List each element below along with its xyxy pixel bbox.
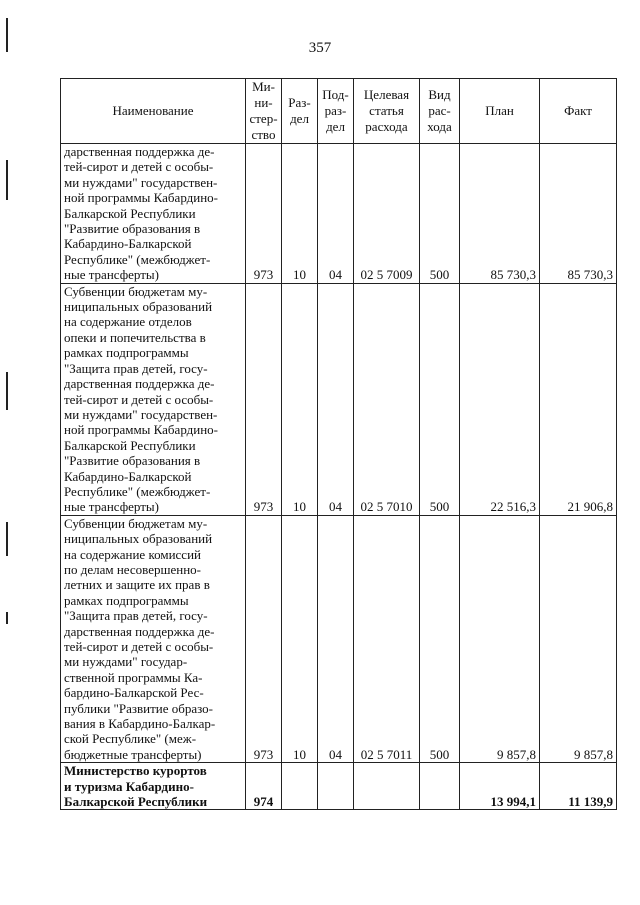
scan-margin-mark (6, 612, 8, 624)
row-expense-type: 500 (420, 144, 460, 284)
row-subsection: 04 (318, 144, 354, 284)
row-plan: 22 516,3 (460, 283, 540, 515)
row-expense-type: 500 (420, 515, 460, 763)
row-section: 10 (282, 283, 318, 515)
row-fact: 9 857,8 (540, 515, 617, 763)
scan-margin-mark (6, 522, 8, 556)
row-ministry: 973 (246, 515, 282, 763)
table-row (61, 515, 617, 763)
row-target-article: 02 5 7009 (354, 144, 420, 284)
row-ministry: 973 (246, 283, 282, 515)
row-expense-type: 500 (420, 283, 460, 515)
row-section: 10 (282, 144, 318, 284)
scan-margin-mark (6, 372, 8, 410)
row-plan: 85 730,3 (460, 144, 540, 284)
row-subsection (318, 763, 354, 810)
row-target-article: 02 5 7011 (354, 515, 420, 763)
scan-margin-mark (6, 160, 8, 200)
row-name: дарственная поддержка де- тей-сирот и детей с особы- ми нуждами" государствен- ной программы Кабардино- Балкарской Республики "Развитие образования в Кабардино-Балкарской Республике" (межбюджет- ные трансферты) (61, 144, 246, 284)
row-subsection: 04 (318, 515, 354, 763)
row-name: Министерство курортов и туризма Кабардино- Балкарской Республики (61, 763, 246, 810)
header-subsection: Под- раз- дел (318, 79, 354, 144)
row-plan: 13 994,1 (460, 763, 540, 810)
scan-margin-mark (6, 18, 8, 52)
header-name: Наименование (61, 79, 246, 144)
header-ministry: Ми- ни- стер- ство (246, 79, 282, 144)
header-fact: Факт (540, 79, 617, 144)
row-section (282, 763, 318, 810)
header-target-article: Целевая статья расхода (354, 79, 420, 144)
page-number: 357 (308, 40, 332, 56)
header-section: Раз- дел (282, 79, 318, 144)
row-fact: 11 139,9 (540, 763, 617, 810)
header-expense-type: Вид рас- хода (420, 79, 460, 144)
row-fact: 85 730,3 (540, 144, 617, 284)
row-subsection: 04 (318, 283, 354, 515)
row-target-article (354, 763, 420, 810)
row-name: Субвенции бюджетам му- ниципальных образований на содержание комиссий по делам несовершенно- летних и защите их прав в рамках подпрограммы "Защита прав детей, госу- дарственная поддержка де- тей-сирот и детей с особы- ми нуждами" государ- ственной программы Ка- бардино-Балкарской Рес- публики "Развитие образо- вания в Кабардино-Балкар- ской Республике" (меж- бюджетные трансферты) (61, 515, 246, 763)
table-row (61, 144, 617, 284)
row-plan: 9 857,8 (460, 515, 540, 763)
table-row-ministry-total (61, 763, 617, 810)
row-section: 10 (282, 515, 318, 763)
row-ministry: 973 (246, 144, 282, 284)
row-expense-type (420, 763, 460, 810)
table-header-row (61, 79, 617, 144)
row-name: Субвенции бюджетам му- ниципальных образований на содержание отделов опеки и попечительства в рамках подпрограммы "Защита прав детей, госу- дарственная поддержка де- тей-сирот и детей с особы- ми нуждами" государствен- ной программы Кабардино- Балкарской Республики "Развитие образования в Кабардино-Балкарской Республике" (межбюджет- ные трансферты) (61, 283, 246, 515)
row-target-article: 02 5 7010 (354, 283, 420, 515)
row-fact: 21 906,8 (540, 283, 617, 515)
table-row (61, 283, 617, 515)
budget-table (60, 78, 617, 810)
header-plan: План (460, 79, 540, 144)
row-ministry: 974 (246, 763, 282, 810)
